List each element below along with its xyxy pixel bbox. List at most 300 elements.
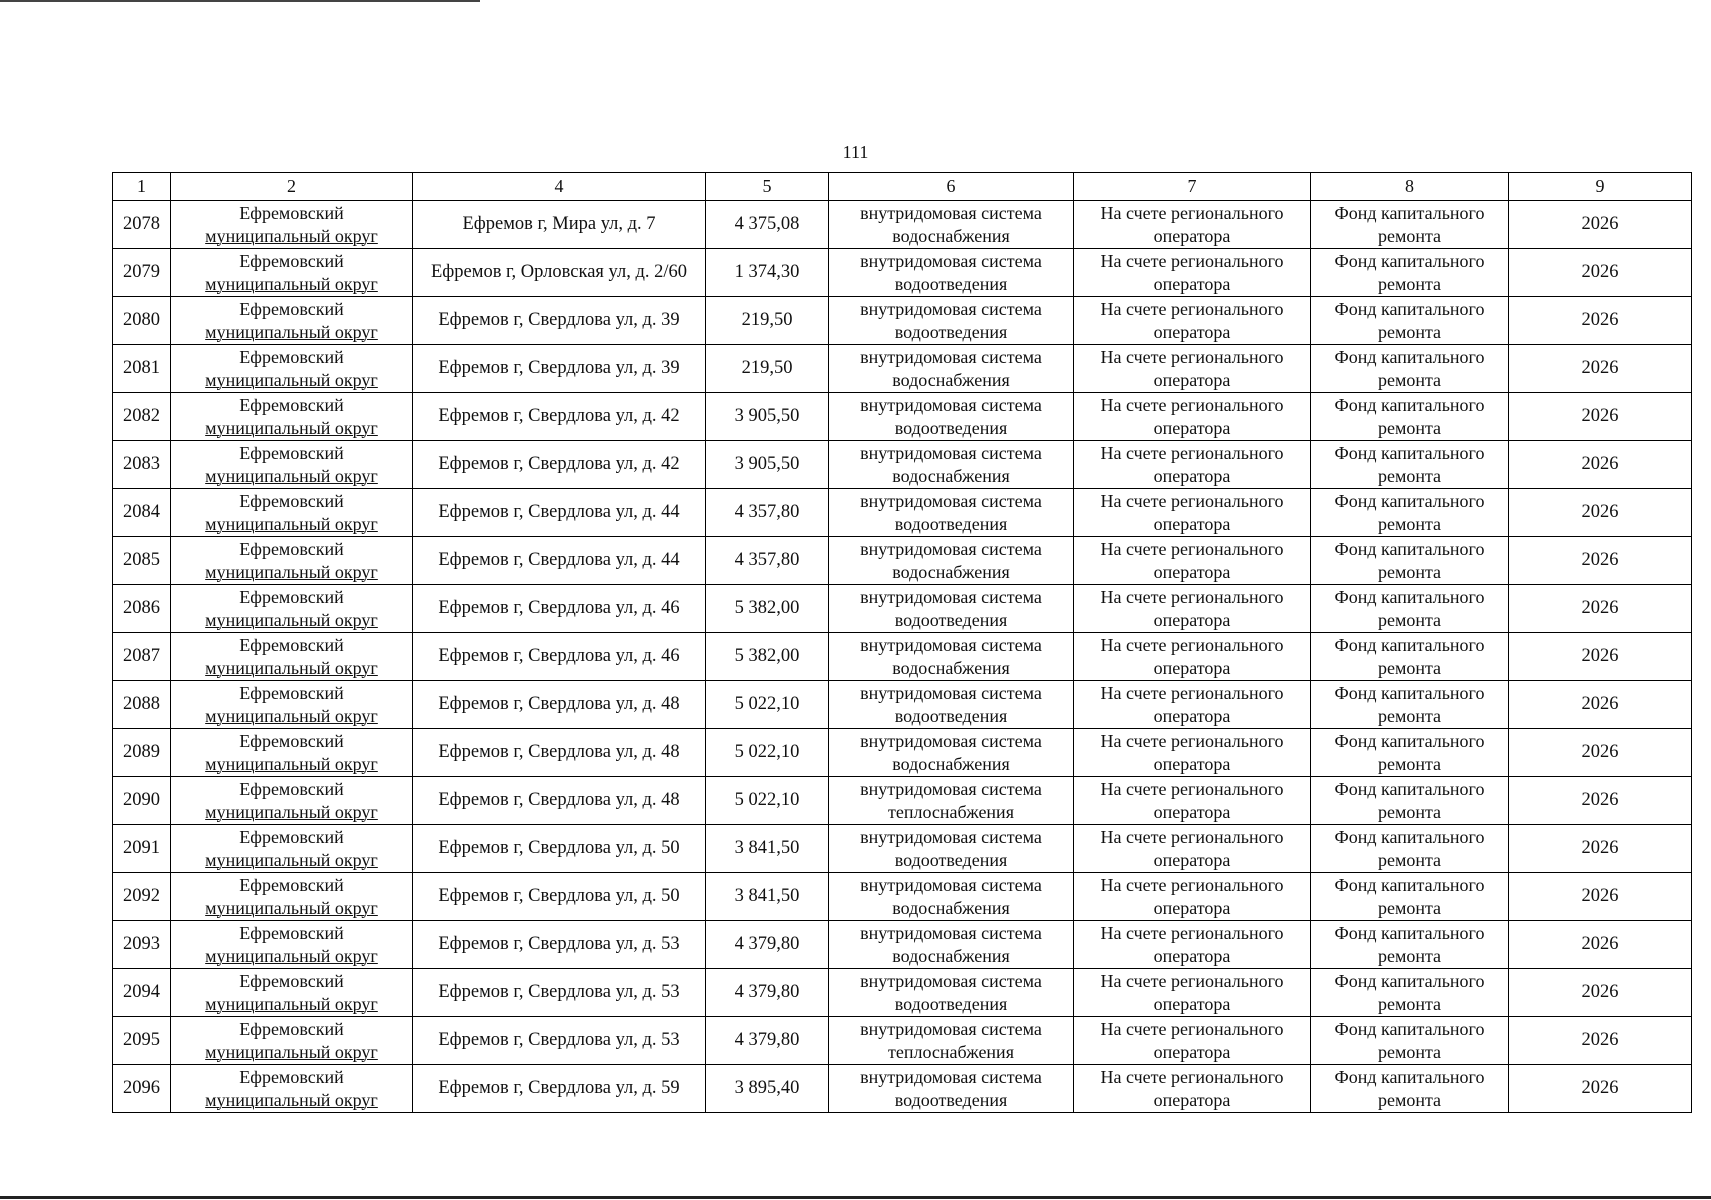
row-number-cell xyxy=(113,825,171,873)
address: Ефремов г, Свердлова ул, д. 46 xyxy=(438,646,680,666)
account-line-1: На счете регионального xyxy=(1100,970,1284,991)
municipality-line-1: Ефремовский xyxy=(239,202,344,223)
account-cell xyxy=(1074,297,1311,345)
system-type-cell xyxy=(829,297,1074,345)
funding-source-cell xyxy=(1311,297,1509,345)
municipality-line-1: Ефремовский xyxy=(239,730,344,751)
year-cell xyxy=(1509,585,1692,633)
account-line-1: На счете регионального xyxy=(1100,1018,1284,1039)
year-cell xyxy=(1509,441,1692,489)
municipality-cell xyxy=(171,585,413,633)
account-cell xyxy=(1074,921,1311,969)
row-number-cell xyxy=(113,345,171,393)
funding-source-line-2: ремонта xyxy=(1377,993,1442,1014)
table-row xyxy=(113,249,1692,297)
header-cell-6: 6 xyxy=(829,173,1074,201)
area-value: 3 905,50 xyxy=(734,454,800,474)
area-value: 5 022,10 xyxy=(734,742,800,762)
address-cell xyxy=(413,201,706,249)
municipality-cell xyxy=(171,393,413,441)
system-type-line-1: внутридомовая система xyxy=(860,922,1042,943)
row-number: 2078 xyxy=(123,214,160,234)
year-value: 2026 xyxy=(1581,214,1619,234)
address-cell xyxy=(413,633,706,681)
account-cell xyxy=(1074,729,1311,777)
funding-source-line-2: ремонта xyxy=(1377,945,1442,966)
funding-source-cell xyxy=(1311,633,1509,681)
funding-source-line-1: Фонд капитального xyxy=(1334,970,1485,991)
municipality-line-2: муниципальный округ xyxy=(205,417,378,438)
municipality-cell xyxy=(171,249,413,297)
account-line-2: оператора xyxy=(1153,321,1231,342)
funding-source-cell xyxy=(1311,969,1509,1017)
account-line-2: оператора xyxy=(1153,993,1231,1014)
municipality-line-2: муниципальный округ xyxy=(205,321,378,342)
account-line-2: оператора xyxy=(1153,897,1231,918)
area-cell xyxy=(706,873,829,921)
funding-source-line-2: ремонта xyxy=(1377,321,1442,342)
system-type-line-2: водоотведения xyxy=(894,705,1008,726)
row-number-cell xyxy=(113,201,171,249)
municipality-cell xyxy=(171,921,413,969)
system-type-line-1: внутридомовая система xyxy=(860,298,1042,319)
address: Ефремов г, Орловская ул, д. 2/60 xyxy=(430,262,688,282)
year-cell xyxy=(1509,969,1692,1017)
year-value: 2026 xyxy=(1581,982,1619,1002)
system-type-cell xyxy=(829,345,1074,393)
account-line-1: На счете регионального xyxy=(1100,730,1284,751)
area-cell xyxy=(706,777,829,825)
address-cell xyxy=(413,825,706,873)
area-value: 4 379,80 xyxy=(734,934,800,954)
funding-source-line-2: ремонта xyxy=(1377,369,1442,390)
municipality-line-2: муниципальный округ xyxy=(205,993,378,1014)
area-value: 5 022,10 xyxy=(734,694,800,714)
address-cell xyxy=(413,1017,706,1065)
address-cell xyxy=(413,585,706,633)
table-row xyxy=(113,537,1692,585)
system-type-line-1: внутридомовая система xyxy=(860,1066,1042,1087)
municipality-line-1: Ефремовский xyxy=(239,394,344,415)
account-line-1: На счете регионального xyxy=(1100,202,1284,223)
year-value: 2026 xyxy=(1581,262,1619,282)
system-type-cell xyxy=(829,1017,1074,1065)
account-line-2: оператора xyxy=(1153,561,1231,582)
row-number: 2086 xyxy=(123,598,160,618)
municipality-line-1: Ефремовский xyxy=(239,250,344,271)
table-row xyxy=(113,297,1692,345)
funding-source-line-2: ремонта xyxy=(1377,657,1442,678)
account-cell xyxy=(1074,825,1311,873)
table-row xyxy=(113,441,1692,489)
area-value: 5 382,00 xyxy=(734,646,800,666)
funding-source-line-2: ремонта xyxy=(1377,897,1442,918)
address-cell xyxy=(413,441,706,489)
area-value: 5 022,10 xyxy=(734,790,800,810)
funding-source-line-2: ремонта xyxy=(1377,513,1442,534)
municipality-line-1: Ефремовский xyxy=(239,634,344,655)
funding-source-cell xyxy=(1311,489,1509,537)
table-row xyxy=(113,393,1692,441)
system-type-line-2: водоотведения xyxy=(894,273,1008,294)
municipality-line-2: муниципальный округ xyxy=(205,1041,378,1062)
funding-source-line-1: Фонд капитального xyxy=(1334,1066,1485,1087)
municipality-line-2: муниципальный округ xyxy=(205,273,378,294)
system-type-line-2: водоотведения xyxy=(894,417,1008,438)
municipality-line-2: муниципальный округ xyxy=(205,1089,378,1110)
account-line-1: На счете регионального xyxy=(1100,586,1284,607)
account-cell xyxy=(1074,249,1311,297)
area-cell xyxy=(706,537,829,585)
address: Ефремов г, Свердлова ул, д. 39 xyxy=(438,310,680,330)
account-line-1: На счете регионального xyxy=(1100,682,1284,703)
table-row xyxy=(113,921,1692,969)
account-line-1: На счете регионального xyxy=(1100,538,1284,559)
funding-source-line-1: Фонд капитального xyxy=(1334,826,1485,847)
area-value: 3 905,50 xyxy=(734,406,800,426)
system-type-line-2: водоотведения xyxy=(894,993,1008,1014)
year-cell xyxy=(1509,921,1692,969)
system-type-line-2: теплоснабжения xyxy=(888,1041,1014,1062)
address: Ефремов г, Мира ул, д. 7 xyxy=(462,214,656,234)
row-number: 2091 xyxy=(123,838,160,858)
area-value: 4 375,08 xyxy=(734,214,800,234)
account-cell xyxy=(1074,537,1311,585)
header-cell-1: 1 xyxy=(113,173,171,201)
account-line-2: оператора xyxy=(1153,1089,1231,1110)
funding-source-line-2: ремонта xyxy=(1377,1089,1442,1110)
address-cell xyxy=(413,729,706,777)
account-line-2: оператора xyxy=(1153,369,1231,390)
table-row xyxy=(113,873,1692,921)
row-number-cell xyxy=(113,585,171,633)
system-type-line-1: внутридомовая система xyxy=(860,874,1042,895)
account-line-2: оператора xyxy=(1153,705,1231,726)
year-value: 2026 xyxy=(1581,694,1619,714)
municipality-cell xyxy=(171,489,413,537)
municipality-cell xyxy=(171,873,413,921)
row-number-cell xyxy=(113,873,171,921)
funding-source-line-1: Фонд капитального xyxy=(1334,922,1485,943)
area-cell xyxy=(706,297,829,345)
area-cell xyxy=(706,441,829,489)
funding-source-line-2: ремонта xyxy=(1377,273,1442,294)
account-line-2: оператора xyxy=(1153,225,1231,246)
area-cell xyxy=(706,633,829,681)
address: Ефремов г, Свердлова ул, д. 42 xyxy=(438,454,680,474)
system-type-cell xyxy=(829,585,1074,633)
funding-source-line-2: ремонта xyxy=(1377,705,1442,726)
municipality-cell xyxy=(171,633,413,681)
funding-source-line-2: ремонта xyxy=(1377,753,1442,774)
row-number: 2080 xyxy=(123,310,160,330)
account-cell xyxy=(1074,345,1311,393)
municipality-cell xyxy=(171,1017,413,1065)
account-line-1: На счете регионального xyxy=(1100,346,1284,367)
municipality-cell xyxy=(171,681,413,729)
account-cell xyxy=(1074,489,1311,537)
municipality-cell xyxy=(171,825,413,873)
table-row xyxy=(113,585,1692,633)
system-type-line-1: внутридомовая система xyxy=(860,586,1042,607)
funding-source-cell xyxy=(1311,777,1509,825)
system-type-line-2: водоснабжения xyxy=(892,897,1010,918)
address: Ефремов г, Свердлова ул, д. 53 xyxy=(438,1030,680,1050)
year-cell xyxy=(1509,729,1692,777)
account-line-2: оператора xyxy=(1153,657,1231,678)
row-number: 2090 xyxy=(123,790,160,810)
funding-source-line-2: ремонта xyxy=(1377,801,1442,822)
municipality-line-2: муниципальный округ xyxy=(205,561,378,582)
bottom-border-line xyxy=(0,1196,1711,1199)
area-cell xyxy=(706,201,829,249)
row-number: 2083 xyxy=(123,454,160,474)
municipality-line-2: муниципальный округ xyxy=(205,609,378,630)
row-number-cell xyxy=(113,441,171,489)
system-type-cell xyxy=(829,777,1074,825)
year-cell xyxy=(1509,345,1692,393)
address-cell xyxy=(413,249,706,297)
address-cell xyxy=(413,489,706,537)
area-value: 4 379,80 xyxy=(734,1030,800,1050)
year-value: 2026 xyxy=(1581,742,1619,762)
row-number: 2096 xyxy=(123,1078,160,1098)
address: Ефремов г, Свердлова ул, д. 53 xyxy=(438,982,680,1002)
system-type-cell xyxy=(829,249,1074,297)
header-cell-5: 5 xyxy=(706,173,829,201)
system-type-line-2: водоснабжения xyxy=(892,657,1010,678)
municipality-line-1: Ефремовский xyxy=(239,874,344,895)
municipality-line-2: муниципальный округ xyxy=(205,465,378,486)
row-number-cell xyxy=(113,393,171,441)
table-row xyxy=(113,825,1692,873)
funding-source-cell xyxy=(1311,345,1509,393)
system-type-line-2: водоотведения xyxy=(894,513,1008,534)
register-table xyxy=(112,172,1692,1113)
row-number: 2088 xyxy=(123,694,160,714)
header-cell-9: 9 xyxy=(1509,173,1692,201)
year-cell xyxy=(1509,489,1692,537)
row-number-cell xyxy=(113,1017,171,1065)
area-cell xyxy=(706,585,829,633)
system-type-line-1: внутридомовая система xyxy=(860,538,1042,559)
address: Ефремов г, Свердлова ул, д. 44 xyxy=(438,550,680,570)
year-cell xyxy=(1509,537,1692,585)
area-cell xyxy=(706,249,829,297)
year-cell xyxy=(1509,873,1692,921)
account-line-2: оператора xyxy=(1153,945,1231,966)
year-value: 2026 xyxy=(1581,502,1619,522)
address: Ефремов г, Свердлова ул, д. 44 xyxy=(438,502,680,522)
row-number: 2082 xyxy=(123,406,160,426)
row-number: 2081 xyxy=(123,358,160,378)
area-cell xyxy=(706,681,829,729)
municipality-line-1: Ефремовский xyxy=(239,538,344,559)
address: Ефремов г, Свердлова ул, д. 59 xyxy=(438,1078,680,1098)
system-type-line-2: водоотведения xyxy=(894,1089,1008,1110)
system-type-cell xyxy=(829,681,1074,729)
funding-source-line-2: ремонта xyxy=(1377,417,1442,438)
row-number: 2084 xyxy=(123,502,160,522)
table-row xyxy=(113,1017,1692,1065)
year-value: 2026 xyxy=(1581,358,1619,378)
account-line-1: На счете регионального xyxy=(1100,442,1284,463)
funding-source-cell xyxy=(1311,585,1509,633)
year-cell xyxy=(1509,633,1692,681)
funding-source-cell xyxy=(1311,1017,1509,1065)
header-cell-7: 7 xyxy=(1074,173,1311,201)
row-number-cell xyxy=(113,777,171,825)
funding-source-cell xyxy=(1311,873,1509,921)
row-number: 2093 xyxy=(123,934,160,954)
area-value: 219,50 xyxy=(741,358,793,378)
year-value: 2026 xyxy=(1581,1078,1619,1098)
municipality-line-1: Ефремовский xyxy=(239,1018,344,1039)
account-line-2: оператора xyxy=(1153,273,1231,294)
account-cell xyxy=(1074,633,1311,681)
municipality-cell xyxy=(171,729,413,777)
page-number: 111 xyxy=(842,142,869,162)
year-cell xyxy=(1509,1017,1692,1065)
account-line-2: оператора xyxy=(1153,849,1231,870)
municipality-line-1: Ефремовский xyxy=(239,682,344,703)
address: Ефремов г, Свердлова ул, д. 39 xyxy=(438,358,680,378)
row-number-cell xyxy=(113,489,171,537)
row-number-cell xyxy=(113,729,171,777)
row-number: 2079 xyxy=(123,262,160,282)
municipality-line-2: муниципальный округ xyxy=(205,849,378,870)
area-value: 4 357,80 xyxy=(734,502,800,522)
system-type-line-1: внутридомовая система xyxy=(860,250,1042,271)
address-cell xyxy=(413,873,706,921)
account-line-1: На счете регионального xyxy=(1100,250,1284,271)
year-cell xyxy=(1509,825,1692,873)
account-cell xyxy=(1074,1065,1311,1113)
address-cell xyxy=(413,297,706,345)
system-type-line-1: внутридомовая система xyxy=(860,634,1042,655)
account-line-1: На счете регионального xyxy=(1100,826,1284,847)
row-number-cell xyxy=(113,921,171,969)
funding-source-line-1: Фонд капитального xyxy=(1334,538,1485,559)
account-line-2: оператора xyxy=(1153,513,1231,534)
account-line-1: На счете регионального xyxy=(1100,874,1284,895)
municipality-cell xyxy=(171,297,413,345)
system-type-line-2: водоотведения xyxy=(894,609,1008,630)
account-cell xyxy=(1074,201,1311,249)
account-cell xyxy=(1074,969,1311,1017)
year-value: 2026 xyxy=(1581,406,1619,426)
address-cell xyxy=(413,681,706,729)
area-value: 3 895,40 xyxy=(734,1078,800,1098)
row-number: 2087 xyxy=(123,646,160,666)
system-type-cell xyxy=(829,441,1074,489)
municipality-line-2: муниципальный округ xyxy=(205,657,378,678)
funding-source-cell xyxy=(1311,681,1509,729)
municipality-cell xyxy=(171,201,413,249)
funding-source-line-1: Фонд капитального xyxy=(1334,874,1485,895)
area-cell xyxy=(706,729,829,777)
funding-source-line-2: ремонта xyxy=(1377,465,1442,486)
funding-source-cell xyxy=(1311,441,1509,489)
municipality-line-1: Ефремовский xyxy=(239,586,344,607)
municipality-cell xyxy=(171,537,413,585)
table-row xyxy=(113,201,1692,249)
area-value: 4 357,80 xyxy=(734,550,800,570)
area-value: 5 382,00 xyxy=(734,598,800,618)
system-type-cell xyxy=(829,969,1074,1017)
system-type-line-1: внутридомовая система xyxy=(860,394,1042,415)
municipality-line-2: муниципальный округ xyxy=(205,897,378,918)
municipality-cell xyxy=(171,441,413,489)
year-cell xyxy=(1509,1065,1692,1113)
municipality-line-1: Ефремовский xyxy=(239,826,344,847)
row-number-cell xyxy=(113,633,171,681)
funding-source-line-1: Фонд капитального xyxy=(1334,346,1485,367)
area-cell xyxy=(706,1017,829,1065)
system-type-cell xyxy=(829,201,1074,249)
municipality-line-2: муниципальный округ xyxy=(205,369,378,390)
top-border-line xyxy=(0,0,480,2)
funding-source-cell xyxy=(1311,825,1509,873)
account-cell xyxy=(1074,873,1311,921)
funding-source-cell xyxy=(1311,249,1509,297)
municipality-line-2: муниципальный округ xyxy=(205,225,378,246)
funding-source-line-1: Фонд капитального xyxy=(1334,778,1485,799)
account-line-1: На счете регионального xyxy=(1100,298,1284,319)
account-line-2: оператора xyxy=(1153,465,1231,486)
area-cell xyxy=(706,393,829,441)
system-type-line-1: внутридомовая система xyxy=(860,826,1042,847)
system-type-line-2: водоотведения xyxy=(894,321,1008,342)
area-cell xyxy=(706,825,829,873)
system-type-line-1: внутридомовая система xyxy=(860,1018,1042,1039)
account-cell xyxy=(1074,393,1311,441)
account-line-2: оператора xyxy=(1153,801,1231,822)
municipality-line-1: Ефремовский xyxy=(239,922,344,943)
address: Ефремов г, Свердлова ул, д. 50 xyxy=(438,886,680,906)
municipality-line-2: муниципальный округ xyxy=(205,801,378,822)
funding-source-cell xyxy=(1311,729,1509,777)
system-type-cell xyxy=(829,633,1074,681)
account-line-1: На счете регионального xyxy=(1100,922,1284,943)
address-cell xyxy=(413,345,706,393)
address: Ефремов г, Свердлова ул, д. 48 xyxy=(438,742,680,762)
row-number-cell xyxy=(113,1065,171,1113)
table-row xyxy=(113,729,1692,777)
funding-source-cell xyxy=(1311,201,1509,249)
row-number-cell xyxy=(113,681,171,729)
address: Ефремов г, Свердлова ул, д. 48 xyxy=(438,790,680,810)
row-number: 2089 xyxy=(123,742,160,762)
table-row xyxy=(113,489,1692,537)
area-value: 3 841,50 xyxy=(734,886,800,906)
account-line-2: оператора xyxy=(1153,753,1231,774)
account-cell xyxy=(1074,681,1311,729)
year-cell xyxy=(1509,201,1692,249)
funding-source-cell xyxy=(1311,1065,1509,1113)
address-cell xyxy=(413,777,706,825)
system-type-cell xyxy=(829,1065,1074,1113)
system-type-line-1: внутридомовая система xyxy=(860,730,1042,751)
account-cell xyxy=(1074,441,1311,489)
system-type-line-1: внутридомовая система xyxy=(860,682,1042,703)
address: Ефремов г, Свердлова ул, д. 46 xyxy=(438,598,680,618)
funding-source-cell xyxy=(1311,393,1509,441)
system-type-line-2: водоснабжения xyxy=(892,753,1010,774)
system-type-cell xyxy=(829,489,1074,537)
system-type-cell xyxy=(829,729,1074,777)
year-value: 2026 xyxy=(1581,550,1619,570)
